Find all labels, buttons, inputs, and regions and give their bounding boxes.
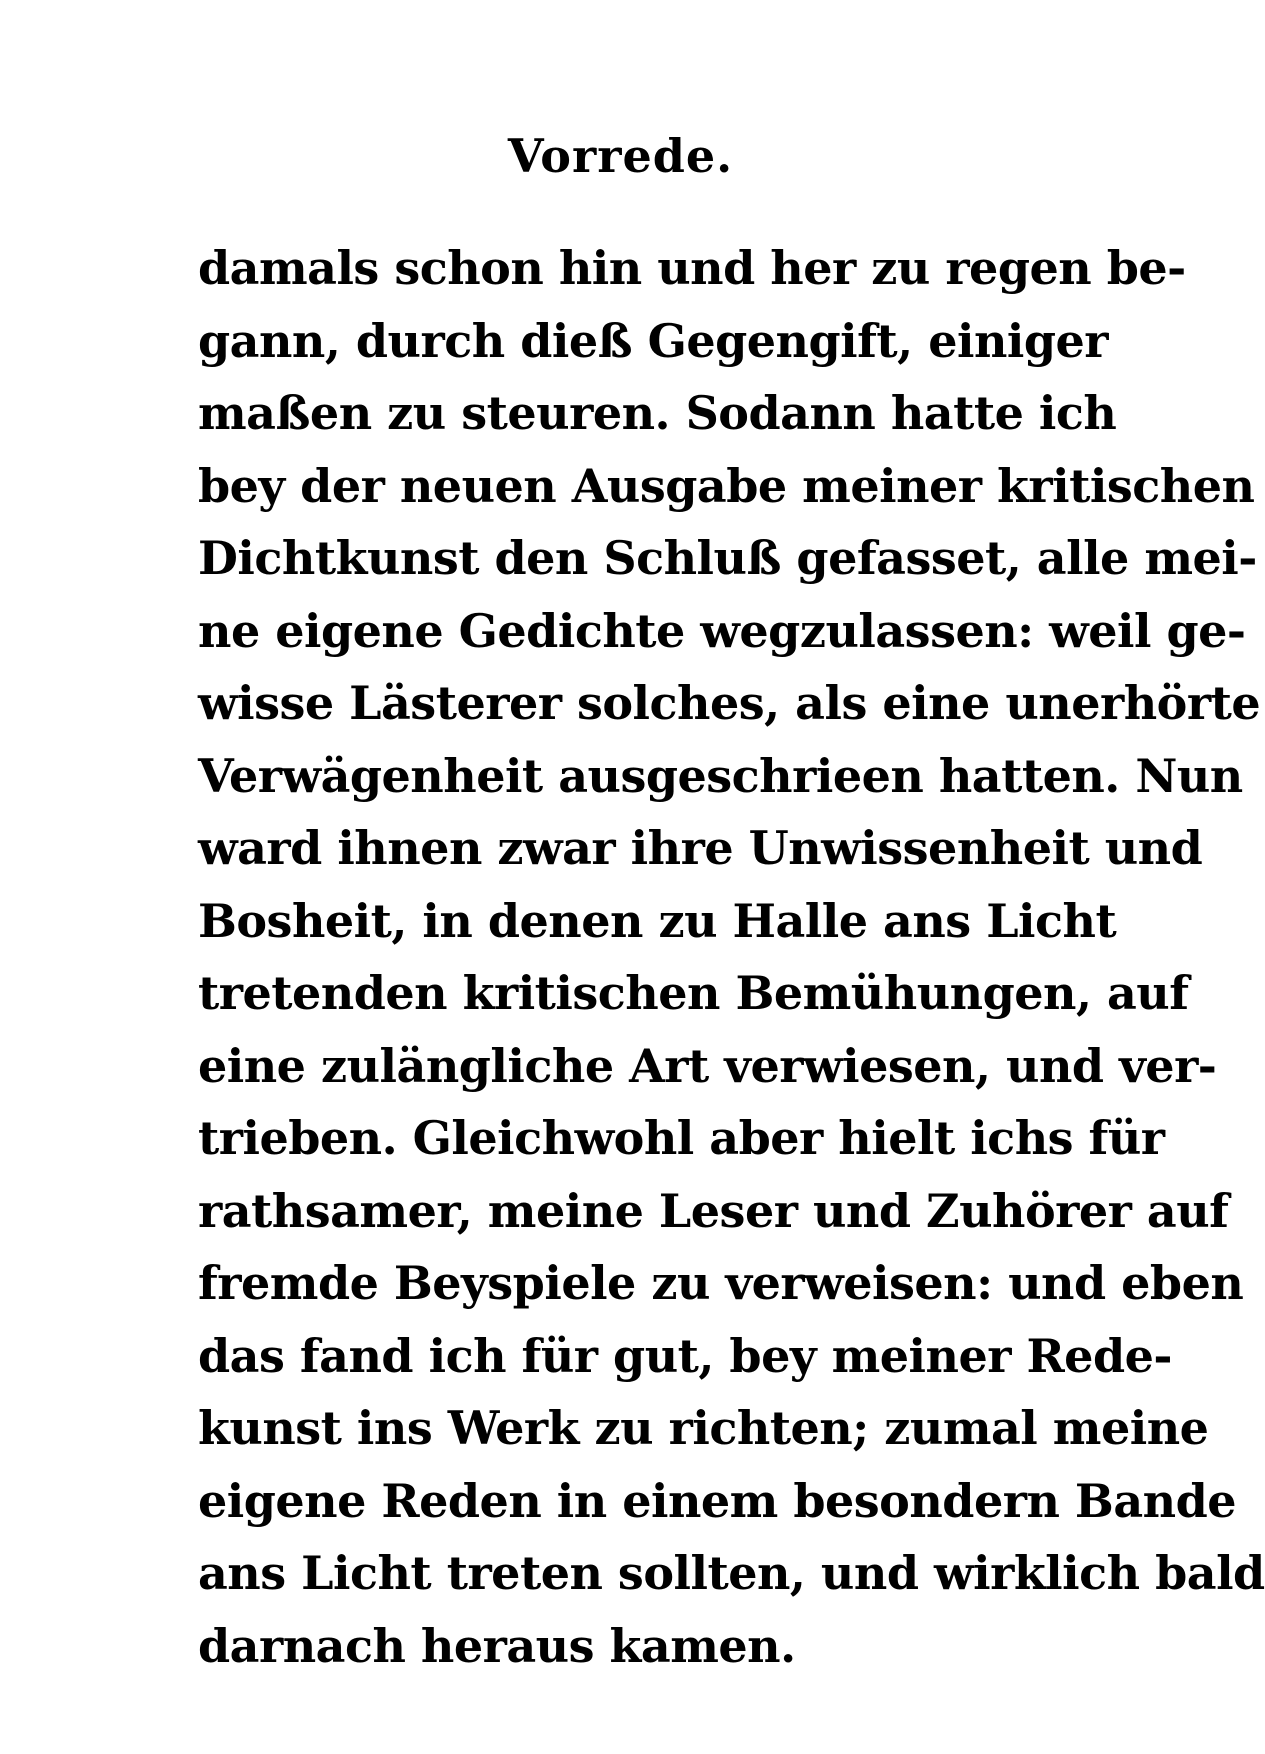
text-line: eigene Reden in einem besondern Bande xyxy=(198,1473,1236,1528)
text-line: ans Licht treten sollten, und wirklich bald xyxy=(198,1546,1265,1600)
body-text xyxy=(198,232,1265,1682)
text-line: trieben. Gleichwohl aber hielt ichs für xyxy=(198,1111,1165,1165)
text-line: bey der neuen Ausgabe meiner kritischen xyxy=(198,458,1255,513)
text-line: kunst ins Werk zu richten; zumal meine xyxy=(198,1401,1209,1455)
text-line: damals schon hin und her zu regen be- xyxy=(198,241,1186,295)
text-line: Dichtkunst den Schluß gefasset, alle mei- xyxy=(198,531,1257,585)
running-head: Vorrede. xyxy=(507,129,734,183)
text-line: rathsamer, meine Leser und Zuhörer auf xyxy=(198,1183,1229,1238)
text-line: tretenden kritischen Bemühungen, auf xyxy=(198,966,1189,1020)
text-line: ne eigene Gedichte wegzulassen: weil ge- xyxy=(198,603,1246,658)
text-line: ward ihnen zwar ihre Unwissenheit und xyxy=(198,821,1203,875)
text-line: maßen zu steuren. Sodann hatte ich xyxy=(198,386,1117,440)
text-line: gann, durch dieß Gegengift, einiger xyxy=(198,313,1109,368)
text-line: eine zulängliche Art verwiesen, und ver- xyxy=(198,1038,1217,1093)
text-line: das fand ich für gut, bey meiner Rede- xyxy=(198,1328,1172,1383)
text-line: darnach heraus kamen. xyxy=(198,1618,796,1673)
text-line: Bosheit, in denen zu Halle ans Licht xyxy=(198,893,1117,948)
text-line: fremde Beyspiele zu verweisen: und eben xyxy=(198,1256,1244,1310)
text-line: Verwägenheit ausgeschrieen hatten. Nun xyxy=(198,748,1243,803)
text-line: wisse Lästerer solches, als eine unerhörte xyxy=(198,676,1261,730)
